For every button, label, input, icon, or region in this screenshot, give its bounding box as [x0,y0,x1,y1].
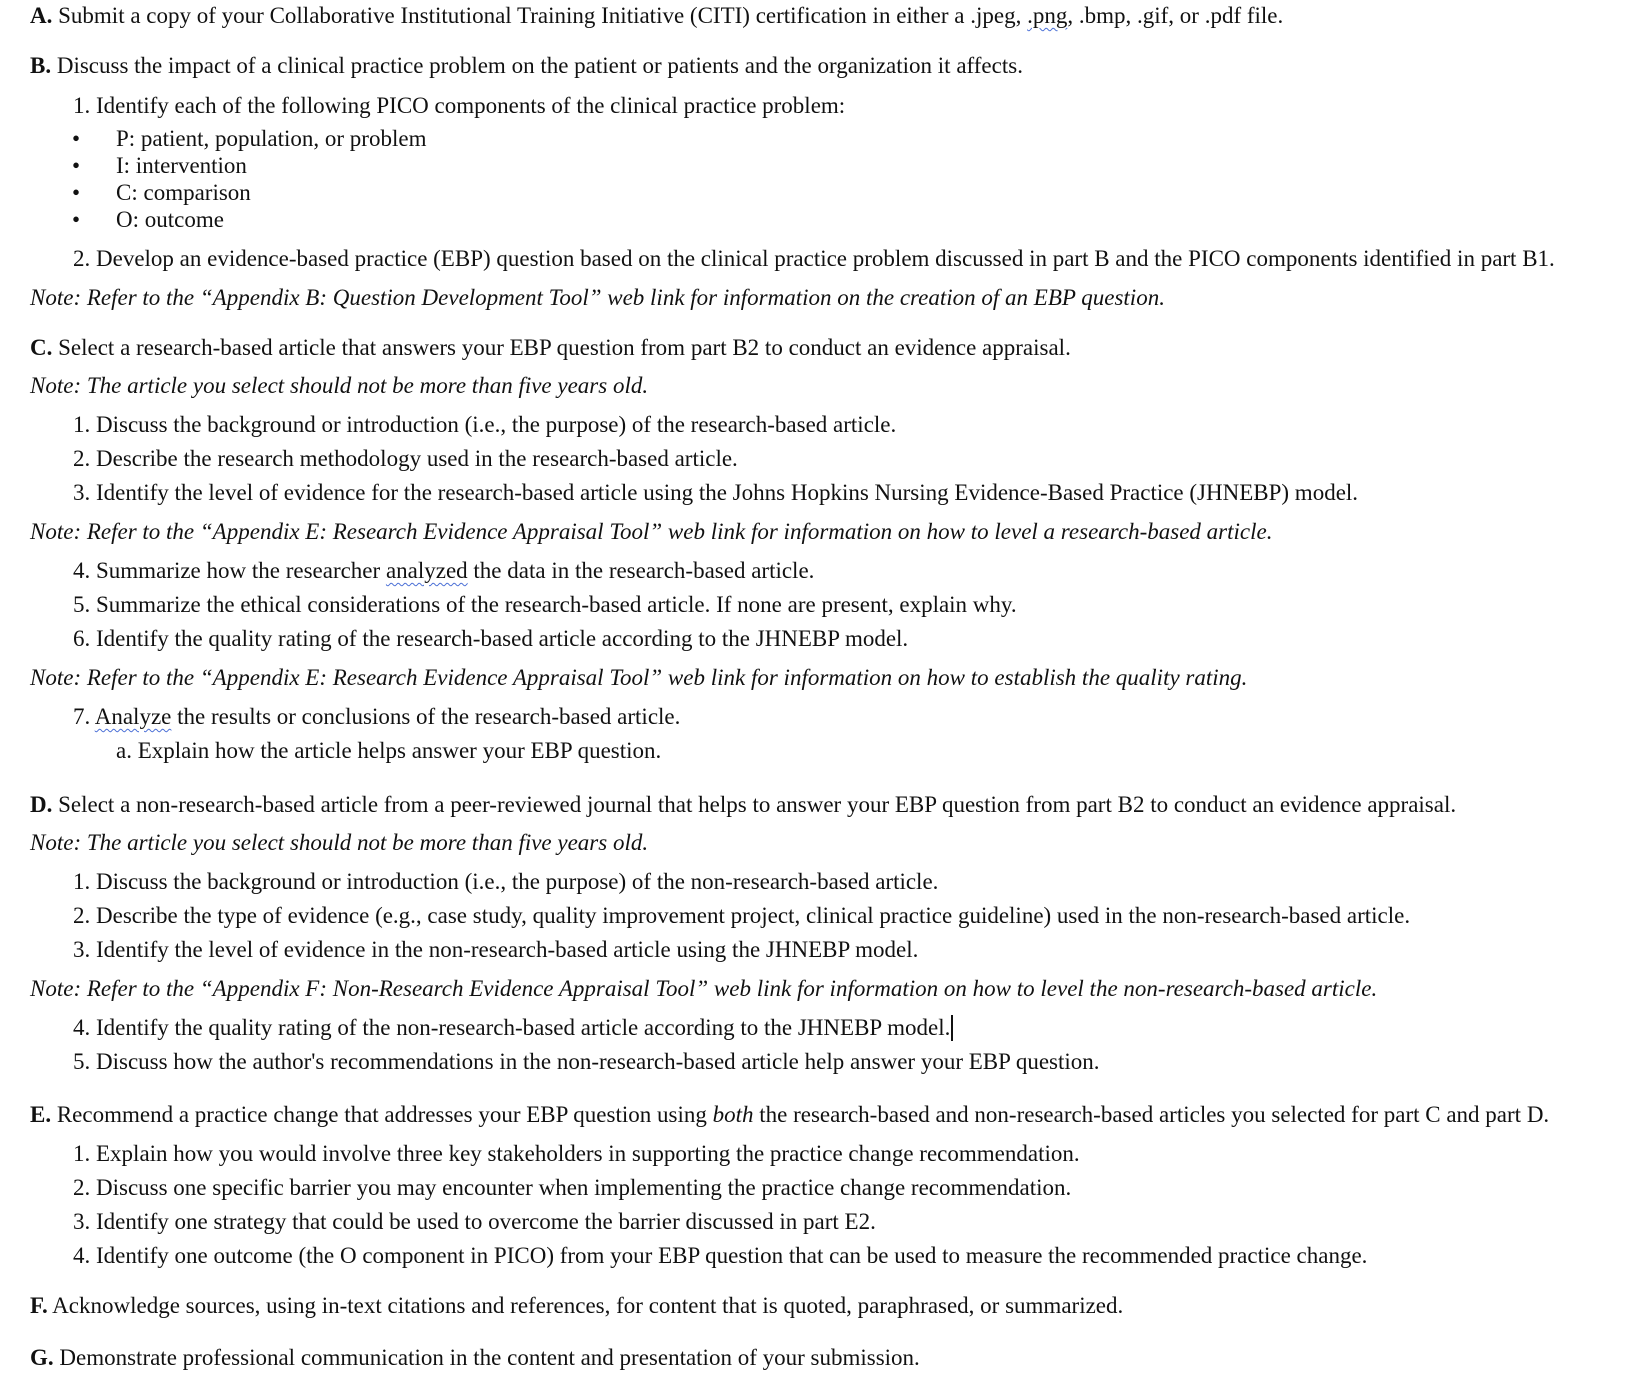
list-item: 2. Develop an evidence-based practice (EBP) question based on the clinical practice problem discussed in part B and the PICO components identified in part B1. [73,246,1555,271]
section-a: A. Submit a copy of your Collaborative Institutional Training Initiative (CITI) certification in either a .jpeg, .png, .bmp, .gif, or .pdf file. [30,3,1284,28]
pico-item: I: intervention [116,153,247,178]
spellcheck-word[interactable]: analyzed [385,558,468,583]
note: Note: Refer to the “Appendix B: Question Development Tool” web link for information on the creation of an EBP question. [30,285,1165,310]
section-d: D. Select a non-research-based article from a peer-reviewed journal that helps to answer your EBP question from part B2 to conduct an evidence appraisal. [30,792,1457,817]
bullet: • [72,207,81,232]
list-item: 3. Identify the level of evidence for the research-based article using the Johns Hopkins Nursing Evidence-Based Practice (JHNEBP) model. [73,480,1359,505]
section-letter: A. [30,3,53,28]
list-item: 5. Summarize the ethical considerations of the research-based article. If none are present, explain why. [73,592,1017,617]
section-b: B. Discuss the impact of a clinical practice problem on the patient or patients and the organization it affects. [30,53,1023,78]
list-item: 4. Identify the quality rating of the non-research-based article according to the JHNEBP model. [73,1014,953,1042]
note: Note: Refer to the “Appendix E: Research Evidence Appraisal Tool” web link for information on how to establish the quality rating. [30,665,1248,690]
list-item: 4. Identify one outcome (the O component in PICO) from your EBP question that can be used to measure the recommended practice change. [73,1243,1368,1268]
section-g: G. Demonstrate professional communication in the content and presentation of your submission. [30,1345,920,1370]
list-item: 2. Describe the research methodology used in the research-based article. [73,446,738,471]
pico-item: O: outcome [116,207,224,232]
list-item: 1. Explain how you would involve three key stakeholders in supporting the practice change recommendation. [73,1141,1080,1166]
pico-item: C: comparison [116,180,251,205]
note: Note: The article you select should not be more than five years old. [30,373,649,398]
section-letter: F. [30,1293,48,1318]
list-subitem: a. Explain how the article helps answer your EBP question. [116,738,662,763]
section-c: C. Select a research-based article that answers your EBP question from part B2 to conduct an evidence appraisal. [30,335,1071,360]
list-item: 6. Identify the quality rating of the research-based article according to the JHNEBP model. [73,626,909,651]
list-item: 3. Identify one strategy that could be used to overcome the barrier discussed in part E2. [73,1209,876,1234]
spellcheck-word[interactable]: Analyze [94,704,172,729]
pico-item: P: patient, population, or problem [116,126,427,151]
note: Note: The article you select should not be more than five years old. [30,830,649,855]
section-f: F. Acknowledge sources, using in-text citations and references, for content that is quoted, paraphrased, or summarized. [30,1293,1124,1318]
list-item: 3. Identify the level of evidence in the non-research-based article using the JHNEBP model. [73,937,919,962]
note: Note: Refer to the “Appendix F: Non-Research Evidence Appraisal Tool” web link for information on how to level the non-research-based article. [30,976,1378,1001]
list-item: 4. Summarize how the researcher analyzed the data in the research-based article. [73,558,815,583]
list-item: 7. Analyze the results or conclusions of the research-based article. [73,704,681,729]
list-item: 2. Discuss one specific barrier you may encounter when implementing the practice change recommendation. [73,1175,1072,1200]
bullet: • [72,126,81,151]
note: Note: Refer to the “Appendix E: Research Evidence Appraisal Tool” web link for information on how to level a research-based article. [30,519,1273,544]
spellcheck-word[interactable]: .png [1027,3,1068,28]
list-item: 1. Identify each of the following PICO components of the clinical practice problem: [73,93,846,118]
section-letter: C. [30,335,53,360]
emphasis: both [712,1102,754,1127]
text-cursor [951,1015,953,1041]
list-item: 1. Discuss the background or introduction (i.e., the purpose) of the research-based article. [73,412,897,437]
section-letter: G. [30,1345,54,1370]
bullet: • [72,153,81,178]
section-e: E. Recommend a practice change that addresses your EBP question using both the research-based and non-research-based articles you selected for part C and part D. [30,1102,1550,1127]
list-item: 2. Describe the type of evidence (e.g., case study, quality improvement project, clinical practice guideline) used in the non-research-based article. [73,903,1411,928]
section-letter: E. [30,1102,52,1127]
section-letter: D. [30,792,53,817]
list-item: 5. Discuss how the author's recommendations in the non-research-based article help answer your EBP question. [73,1049,1100,1074]
section-letter: B. [30,53,52,78]
bullet: • [72,180,81,205]
list-item: 1. Discuss the background or introduction (i.e., the purpose) of the non-research-based article. [73,869,939,894]
